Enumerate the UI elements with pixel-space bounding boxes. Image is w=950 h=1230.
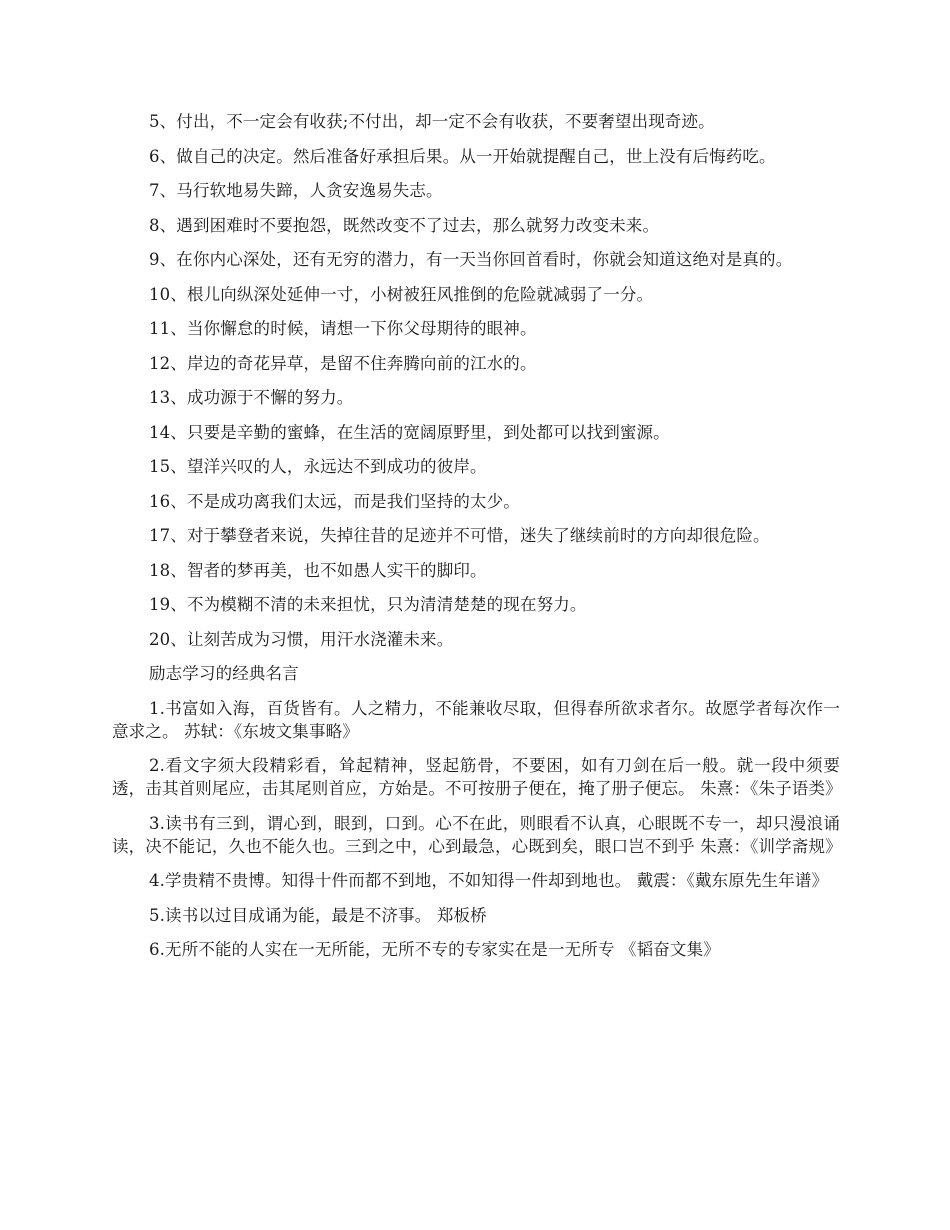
list-item: 7、马行软地易失蹄，人贪安逸易失志。 xyxy=(149,181,443,200)
list-item: 6、做自己的决定。然后准备好承担后果。从一开始就提醒自己，世上没有后悔药吃。 xyxy=(149,146,776,166)
quote-item: 6.无所不能的人实在一无所能，无所不专的专家实在是一无所专 《韬奋文集》 xyxy=(149,940,720,959)
section-heading: 励志学习的经典名言 xyxy=(149,664,299,683)
list-item: 13、成功源于不懈的努力。 xyxy=(149,388,354,407)
list-item: 15、望洋兴叹的人，永远达不到成功的彼岸。 xyxy=(149,457,487,476)
list-item: 16、不是成功离我们太远，而是我们坚持的太少。 xyxy=(149,491,520,511)
list-item: 10、根儿向纵深处延伸一寸，小树被狂风推倒的危险就减弱了一分。 xyxy=(149,284,654,304)
list-item: 18、智者的梦再美，也不如愚人实干的脚印。 xyxy=(149,560,487,580)
document-page xyxy=(112,110,840,973)
quote-item: 1.书富如入海，百货皆有。人之精力，不能兼收尽取，但得春所欲求者尔。故愿学者每次作一意求之。 苏轼：《东坡文集事略》 xyxy=(112,698,840,741)
list-item: 19、不为模糊不清的未来担忧，只为清清楚楚的现在努力。 xyxy=(149,595,587,614)
quote-item: 5.读书以过目成诵为能，最是不济事。 郑板桥 xyxy=(149,905,487,925)
list-item: 12、岸边的奇花异草，是留不住奔腾向前的江水的。 xyxy=(149,353,537,373)
list-item: 9、在你内心深处，还有无穷的潜力，有一天当你回首看时，你就会知道这绝对是真的。 xyxy=(149,250,793,269)
quote-item: 2.看文字须大段精彩看，耸起精神，竖起筋骨，不要困，如有刀剑在后一般。就一段中须要透，击其首则尾应，击其尾则首应，方始是。不可按册子便在，掩了册子便忘。 朱熹：《朱子语类》 xyxy=(112,756,842,798)
quote-item: 4.学贵精不贵博。知得十件而都不到地，不如知得一件却到地也。 戴震：《戴东原先生年谱》 xyxy=(149,871,829,890)
quote-item: 3.读书有三到，谓心到，眼到，口到。心不在此，则眼看不认真，心眼既不专一，却只漫浪诵读，决不能记，久也不能久也。三到之中，心到最急，心既到矣，眼口岂不到乎 朱熹：《训学斋规》 xyxy=(112,813,842,856)
list-item: 17、对于攀登者来说，失掉往昔的足迹并不可惜，迷失了继续前时的方向却很危险。 xyxy=(149,526,770,545)
list-item: 20、让刻苦成为习惯，用汗水浇灌未来。 xyxy=(149,629,454,649)
list-item: 11、当你懈怠的时候，请想一下你父母期待的眼神。 xyxy=(149,319,537,338)
list-item: 5、付出，不一定会有收获;不付出，却一定不会有收获，不要奢望出现奇迹。 xyxy=(149,112,715,131)
list-item: 14、只要是辛勤的蜜蜂，在生活的宽阔原野里，到处都可以找到蜜源。 xyxy=(149,422,670,442)
list-item: 8、遇到困难时不要抱怨，既然改变不了过去，那么就努力改变未来。 xyxy=(149,215,660,235)
